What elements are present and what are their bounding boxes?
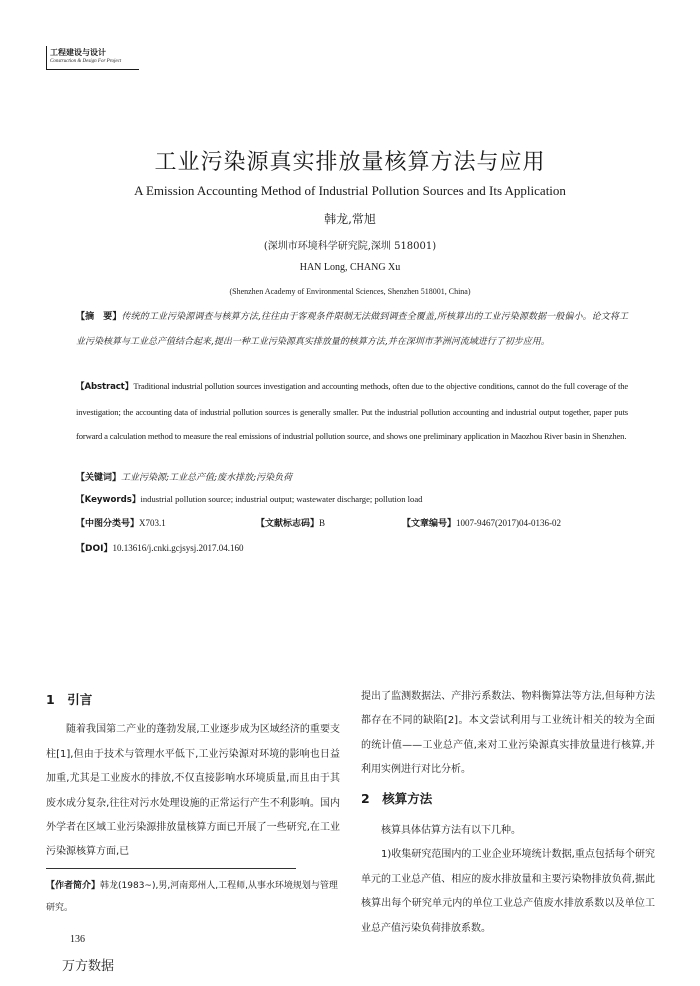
clc-code — [76, 516, 166, 529]
authors-cn: 韩龙,常旭 — [324, 212, 376, 226]
section-2-paragraph-2: 1)收集研究范围内的工业企业环境统计数据,重点包括每个研究单元的工业总产值、相应的废水排放量和主要污染物排放负荷,据此核算出每个研究单元内的单位工业总产值废水排放系数以及单位工业总产值污染负荷排放系数。 — [361, 849, 655, 934]
left-column — [46, 688, 340, 865]
journal-name-cn: 工程建设与设计 — [50, 48, 106, 57]
section-2-paragraph-1: 核算具体估算方法有以下几种。 — [381, 825, 521, 837]
article-label: 【文章编号】 — [402, 519, 457, 529]
author-footnote — [46, 875, 340, 919]
abstract-cn-text: 传统的工业污染源调查与核算方法,往往由于客观条件限制无法做到调查全覆盖,所核算出的工业污染源数据一般偏小。论文将工业污染核算与工业总产值结合起来,提出一种工业污染源真实排放量的核算方法,并在深圳市茅洲河流域进行了初步应用。 — [76, 312, 628, 347]
section-1-paragraph-1: 随着我国第二产业的蓬勃发展,工业逐步成为区域经济的重要支柱[1],但由于技术与管理水平低下,工业污染源对环境的影响也日益加重,尤其是工业废水的排放,不仅直接影响水环境质量,而且由于其废水成分复杂,往往对污水处理设施的正常运行产生不利影响。国内外学者在区域工业污染源排放量核算方面已开展了一些研究,在工业污染源核算方面,已 — [46, 724, 340, 858]
page-number: 136 — [70, 934, 85, 945]
section-1-paragraph-2: 提出了监测数据法、产排污系数法、物料衡算法等方法,但每种方法都存在不同的缺陷[2]。本文尝试利用与工业统计相关的较为全面的统计值——工业总产值,来对工业污染源真实排放量进行核算,并利用实例进行对比分析。 — [361, 691, 655, 776]
keywords-en — [76, 493, 628, 505]
right-column — [361, 685, 655, 941]
affiliation-en: (Shenzhen Academy of Environmental Sciences, Shenzhen 518001, China) — [229, 287, 471, 296]
paper-title-cn: 工业污染源真实排放量核算方法与应用 — [154, 150, 546, 175]
doc-value: B — [319, 518, 326, 528]
footnote-label: 【作者简介】 — [46, 881, 101, 891]
footnote-text: 韩龙(1983~),男,河南郑州人,工程师,从事水环境规划与管理研究。 — [46, 881, 338, 913]
abstract-en-label: 【Abstract】 — [76, 382, 134, 392]
abstract-cn — [76, 305, 628, 354]
article-number — [402, 516, 561, 529]
abstract-en — [76, 374, 628, 449]
affiliation-cn: (深圳市环境科学研究院,深圳 518001) — [263, 241, 437, 252]
watermark: 万方数据 — [62, 959, 115, 974]
keywords-cn-text: 工业污染源;工业总产值;废水排放;污染负荷 — [121, 473, 293, 483]
doi-value: 10.13616/j.cnki.gcjsysj.2017.04.160 — [112, 543, 244, 553]
journal-name-en: Construction & Design For Project — [50, 59, 122, 64]
abstract-en-text: Traditional industrial pollution sources investigation and accounting methods, often due to the objective conditions, cannot do the full coverage of the investigation; the accounting data of industrial pollution sources is generally smaller. Put the industrial pollution accounting and industrial output together, paper puts forward a calculation method to measure the real emissions of industrial pollution source, and shows one preliminary application in Maozhou River basin in Shenzhen. — [76, 381, 629, 441]
footnote-rule — [46, 868, 296, 869]
section-1-heading: 1 引言 — [46, 692, 93, 707]
doi-label: 【DOI】 — [76, 544, 113, 554]
doi — [76, 541, 628, 554]
doc-label: 【文献标志码】 — [256, 519, 320, 529]
keywords-en-label: 【Keywords】 — [76, 495, 141, 505]
document-code — [256, 516, 325, 529]
keywords-cn-label: 【关键词】 — [76, 473, 122, 483]
keywords-en-text: industrial pollution source; industrial output; wastewater discharge; pollution load — [140, 494, 423, 504]
clc-label: 【中图分类号】 — [76, 519, 140, 529]
article-value: 1007-9467(2017)04-0136-02 — [456, 518, 562, 528]
header-rule-vertical — [46, 46, 47, 70]
authors-en: HAN Long, CHANG Xu — [299, 262, 401, 273]
abstract-cn-label: 【摘 要】 — [76, 312, 122, 322]
clc-value: X703.1 — [139, 518, 166, 528]
keywords-cn — [76, 470, 628, 483]
paper-title-en: A Emission Accounting Method of Industrial Pollution Sources and Its Application — [134, 183, 566, 198]
header-rule-horizontal — [46, 69, 139, 70]
section-2-heading: 2 核算方法 — [361, 790, 433, 806]
